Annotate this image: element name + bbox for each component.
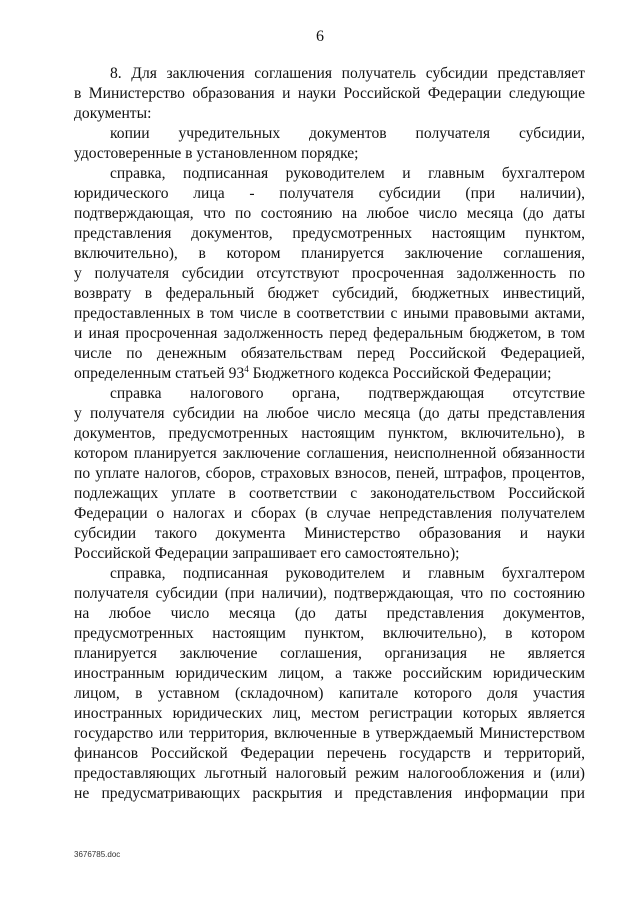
text-line-content: предоставленных в том числе в соответствии с иными правовыми актами, [74,305,585,322]
text-line [74,504,585,524]
text-line-content: включительно), в котором планируется заключение соглашения, [74,245,585,262]
text-line [74,244,585,264]
text-line [74,664,585,684]
text-line [74,424,585,444]
text-line [74,724,585,744]
text-line [74,404,585,424]
text-line-content: справка, подписанная руководителем и главным бухгалтером [110,165,585,182]
text-line [74,64,585,84]
text-line [74,444,585,464]
text-line [74,524,585,544]
text-line [74,364,585,384]
text-line-content: и иная просроченная задолженность перед федеральным бюджетом, в том [74,325,585,342]
text-line [74,284,585,304]
text-line-content: представления документов, предусмотренных настоящим пунктом, [74,225,585,242]
text-line-content: справка, подписанная руководителем и главным бухгалтером [110,565,585,582]
text-line [74,164,585,184]
text-line-content: у получателя субсидии на любое число месяца (до даты представления [74,405,585,422]
superscript: 4 [244,364,249,374]
text-line [74,624,585,644]
text-line-content: Российской Федерации запрашивает его самостоятельно); [74,545,460,562]
text-line-content: государство или территория, включенные в утверждаемый Министерством [74,725,585,742]
text-line [74,704,585,724]
text-line [74,544,585,564]
text-line [74,224,585,244]
text-line-content: котором планируется заключение соглашения, неисполненной обязанности [74,445,585,462]
text-line-continuation: Бюджетного кодекса Российской Федерации; [248,365,552,382]
text-line [74,144,585,164]
text-line [74,304,585,324]
text-line-content: документы: [74,105,152,122]
text-line-content: лицом, в уставном (складочном) капитале которого доля участия [74,685,585,702]
text-line-content: юридического лица - получателя субсидии (при наличии), [74,185,585,202]
text-line [74,764,585,784]
text-line-content: у получателя субсидии отсутствуют просроченная задолженность по [74,265,585,282]
text-line-content: предоставляющих льготный налоговый режим налогообложения и (или) [74,765,585,782]
page-number: 6 [316,28,324,45]
text-line-content: в Министерство образования и науки Российской Федерации следующие [74,85,585,102]
text-line [74,464,585,484]
text-line-content: предусмотренных настоящим пунктом, включительно), в котором [74,625,585,642]
text-line-content: копии учредительных документов получателя субсидии, [110,125,585,142]
footer-filename: 3676785.doc [74,850,121,859]
document-body [74,64,585,804]
text-line-content: подтверждающая, что по состоянию на любое число месяца (до даты [74,205,585,222]
text-line [74,204,585,224]
text-line-content: иностранных юридических лиц, местом регистрации которых является [74,705,585,722]
text-line-content: числе по денежным обязательствам перед Российской Федерацией, [74,345,585,362]
text-line-content: иностранным юридическим лицом, а также российским юридическим [74,665,585,682]
text-line [74,104,585,124]
text-line [74,484,585,504]
text-line-content: финансов Российской Федерации перечень государств и территорий, [74,745,585,762]
text-line-content: по уплате налогов, сборов, страховых взносов, пеней, штрафов, процентов, [74,465,585,482]
text-line [74,184,585,204]
text-line-content: подлежащих уплате в соответствии с законодательством Российской [74,485,585,502]
text-line-content: планируется заключение соглашения, организация не является [74,645,585,662]
text-line [74,644,585,664]
text-line [74,384,585,404]
text-line [74,784,585,804]
text-line-content: не предусматривающих раскрытия и представления информации при [74,785,585,802]
text-line-content: возврату в федеральный бюджет субсидий, бюджетных инвестиций, [74,285,585,302]
text-line-content: на любое число месяца (до даты представления документов, [74,605,585,622]
text-line-content: получателя субсидии (при наличии), подтверждающая, что по состоянию [74,585,585,602]
text-line [74,124,585,144]
text-line [74,84,585,104]
text-line-content: справка налогового органа, подтверждающая отсутствие [110,385,585,402]
text-line-content: Федерации о налогах и сборах (в случае непредставления получателем [74,505,585,522]
text-line [74,264,585,284]
text-line [74,584,585,604]
text-line-content: удостоверенные в установленном порядке; [74,145,359,162]
text-line-content: документов, предусмотренных настоящим пунктом, включительно), в [74,425,585,442]
text-line [74,684,585,704]
text-line [74,324,585,344]
text-line [74,564,585,584]
text-line [74,604,585,624]
text-line [74,344,585,364]
text-line [74,744,585,764]
text-line-content: субсидии такого документа Министерство образования и науки [74,525,585,542]
text-line-content: определенным статьей 93 [74,365,245,382]
text-line-content: 8. Для заключения соглашения получатель субсидии представляет [110,65,585,82]
